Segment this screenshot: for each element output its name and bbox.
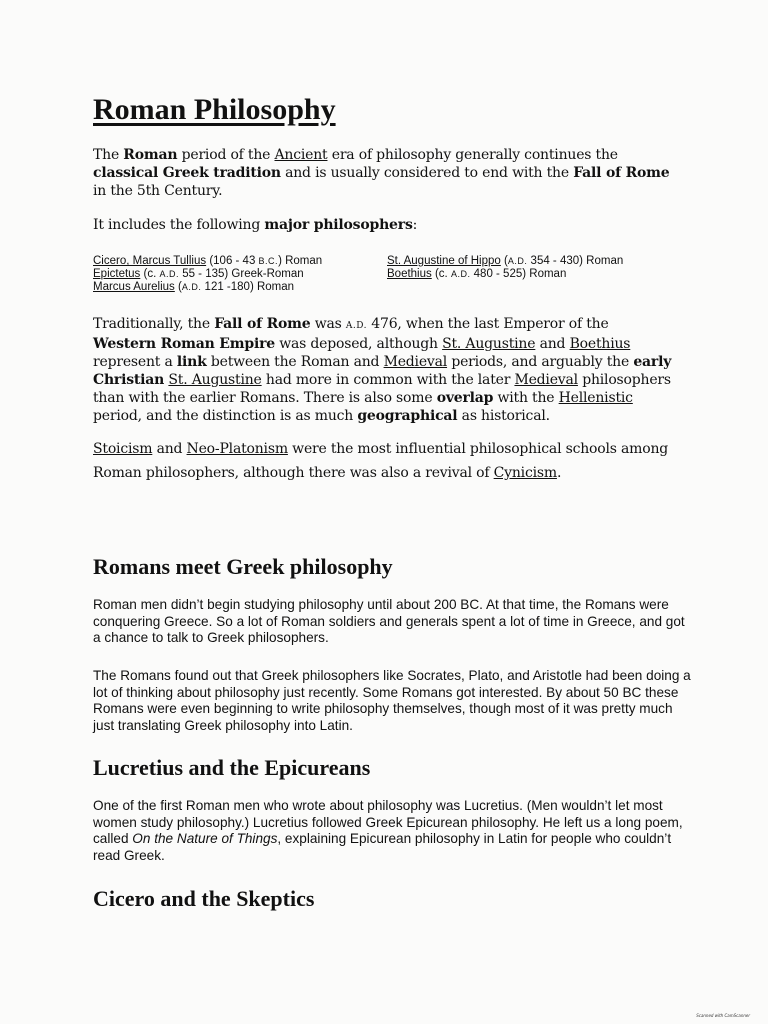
text-run: 121 -180) Roman [201,281,295,293]
bold-roman: Roman [123,147,178,163]
text-run: ) Roman [278,255,323,267]
heading-cicero-and-the-skeptics: Cicero and the Skeptics [93,886,315,911]
link-medieval[interactable]: Medieval [383,354,448,370]
text-run: 354 - 430) Roman [527,255,624,267]
bold-early-christian: early Christian [93,354,672,388]
link-stoicism[interactable]: Stoicism [93,441,153,457]
text-run: 55 - 135) Greek-Roman [179,268,304,280]
text-run: (c. [140,268,160,280]
text-run: (106 - 43 [206,255,259,267]
bold-fall-of-rome: Fall of Rome [214,316,311,332]
link-ancient[interactable]: Ancient [274,147,328,163]
era-label: A.D. [159,269,179,279]
text-run: periods, and arguably the [447,354,634,370]
text-run: 480 - 525) Roman [470,268,567,280]
philosophers-intro [93,216,673,234]
text-run: period of the [177,147,275,163]
text-run: and is usually considered to end with the [280,165,574,181]
link-st-augustine[interactable]: St. Augustine [442,336,536,352]
bold-western-roman-empire: Western Roman Empire [93,336,275,352]
section-paragraph: Roman men didn’t begin studying philosophy until about 200 BC. At that time, the Romans were conquering Greece. So a lot of Roman soldiers and generals spent a lot of time in Greece, and got a chance to talk to Greek philosophers. [93,597,685,646]
bold-classical-greek-tradition: classical Greek tradition [93,165,281,181]
fall-of-rome-paragraph [93,315,673,425]
text-run: . [556,465,562,481]
text-run: philosophers than with the earlier Romans. There is also some [93,372,671,406]
text-run: era of philosophy generally continues the [327,147,618,163]
link-boethius[interactable]: Boethius [387,268,432,280]
text-run: was [310,316,346,332]
link-boethius[interactable]: Boethius [569,336,631,352]
bold-geographical: geographical [357,408,458,424]
link-epictetus[interactable]: Epictetus [93,268,141,280]
philosopher-item [93,268,322,281]
link-cicero[interactable]: Cicero, Marcus Tullius [93,255,207,267]
text-run: : [412,217,418,233]
bold-fall-of-rome: Fall of Rome [573,165,670,181]
schools-paragraph [93,437,673,485]
link-st-augustine-of-hippo[interactable]: St. Augustine of Hippo [387,255,501,267]
scanner-watermark: Scanned with CamScanner [696,1013,750,1018]
bold-link: link [176,354,207,370]
text-run: in the 5th Century. [93,183,223,199]
text-run: had more in common with the later [261,372,515,388]
link-hellenistic[interactable]: Hellenistic [558,390,633,406]
era-label: A.D. [450,269,471,279]
bold-overlap: overlap [436,390,494,406]
heading-romans-meet-greek-philosophy: Romans meet Greek philosophy [93,554,393,579]
philosopher-item [93,255,322,268]
philosopher-list-right [387,255,623,281]
text-run: (c. [431,268,451,280]
philosopher-item [387,255,623,268]
link-st-augustine[interactable]: St. Augustine [168,372,262,388]
text-run: and [152,441,187,457]
intro-paragraph [93,146,673,200]
text-run: was deposed, although [274,336,443,352]
text-run: between the Roman and [206,354,384,370]
text-run: represent a [93,354,177,370]
text-run: , explaining Epicurean philosophy in Latin for people who couldn’t read Greek. [93,831,672,863]
bold-major-philosophers: major philosophers [264,217,413,233]
philosopher-list-left [93,255,322,294]
text-run: with the [493,390,559,406]
text-run: The [93,147,124,163]
text-run: 476, when the last Emperor of the [367,316,609,332]
text-run: It includes the following [93,217,265,233]
section-paragraph: The Romans found out that Greek philosophers like Socrates, Plato, and Aristotle had been doing a lot of thinking about philosophy just recently. Some Romans got interested. By about 50 BC these Romans were even beginning to write philosophy themselves, though most of it was pretty much just translating Greek philosophy into Latin. [93,668,691,733]
text-run: Traditionally, the [93,316,215,332]
era-label: A.D. [345,321,368,331]
link-neo-platonism[interactable]: Neo-Platonism [186,441,288,457]
text-run: ( [500,255,508,267]
heading-lucretius-and-the-epicureans: Lucretius and the Epicureans [93,755,371,780]
text-run: as historical. [457,408,550,424]
section-paragraph [93,798,693,864]
text-run: ( [174,281,182,293]
era-label: A.D. [507,256,528,266]
link-cynicism[interactable]: Cynicism [493,465,557,481]
link-marcus-aurelius[interactable]: Marcus Aurelius [93,281,175,293]
text-run: and [535,336,570,352]
era-label: A.D. [181,282,202,292]
philosopher-item [387,268,623,281]
text-run: were the most influential philosophical schools among Roman philosophers, although there was also a revival of [93,441,669,481]
text-run: period, and the distinction is as much [93,408,358,424]
italic-title: On the Nature of Things [132,831,278,847]
era-label: B.C. [258,256,279,266]
text-run: One of the first Roman men who wrote about philosophy was Lucretius. (Men wouldn’t let most women study philosophy.) Lucretius followed Greek Epicurean philosophy. He left us a long poem, called [93,798,683,847]
philosopher-item [93,281,322,294]
link-medieval[interactable]: Medieval [514,372,578,388]
page-title: Roman Philosophy [93,93,336,126]
